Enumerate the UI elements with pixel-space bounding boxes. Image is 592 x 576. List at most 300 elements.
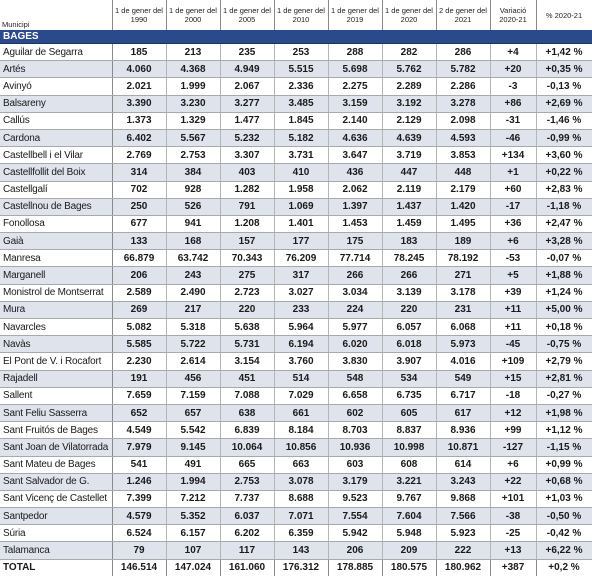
column-header-2019: 1 de gener del 2019 [328, 0, 382, 30]
table-cell: 2.336 [274, 78, 328, 95]
table-cell: -0,07 % [536, 250, 592, 267]
table-cell: 6.157 [166, 525, 220, 542]
table-cell: -1,46 % [536, 112, 592, 129]
table-cell: 3.719 [382, 147, 436, 164]
municipality-name: Avinyó [0, 78, 112, 95]
table-cell: 133 [112, 233, 166, 250]
total-row [0, 559, 592, 576]
table-cell: 206 [112, 267, 166, 284]
table-cell: 5.318 [166, 319, 220, 336]
table-cell: 2.098 [436, 112, 490, 129]
table-cell: 1.999 [166, 78, 220, 95]
municipality-name: Talamanca [0, 542, 112, 559]
table-cell: 191 [112, 370, 166, 387]
table-cell: 2.490 [166, 284, 220, 301]
table-cell: 271 [436, 267, 490, 284]
table-cell: +1,98 % [536, 404, 592, 421]
table-cell: -0,50 % [536, 508, 592, 525]
table-cell: 3.192 [382, 95, 436, 112]
table-cell: 4.579 [112, 508, 166, 525]
table-cell: 2.289 [382, 78, 436, 95]
table-cell: 663 [274, 456, 328, 473]
table-cell: -1,15 % [536, 439, 592, 456]
municipality-name: Navàs [0, 336, 112, 353]
table-cell: +2,81 % [536, 370, 592, 387]
table-cell: 7.212 [166, 490, 220, 507]
table-row [0, 284, 592, 301]
table-cell: 7.159 [166, 387, 220, 404]
table-cell: 1.845 [274, 112, 328, 129]
table-cell: 7.071 [274, 508, 328, 525]
table-cell: 7.604 [382, 508, 436, 525]
table-cell: 4.636 [328, 129, 382, 146]
municipality-name: Marganell [0, 267, 112, 284]
municipality-name: Fonollosa [0, 215, 112, 232]
table-cell: -1,18 % [536, 198, 592, 215]
table-cell: 209 [382, 542, 436, 559]
table-cell: +12 [490, 404, 536, 421]
table-cell: 2.723 [220, 284, 274, 301]
table-cell: -18 [490, 387, 536, 404]
table-cell: 76.209 [274, 250, 328, 267]
table-row [0, 542, 592, 559]
table-cell: -38 [490, 508, 536, 525]
table-cell: 8.837 [382, 422, 436, 439]
table-cell: 3.830 [328, 353, 382, 370]
table-cell: -3 [490, 78, 536, 95]
table-cell: 2.275 [328, 78, 382, 95]
table-cell: +1,42 % [536, 44, 592, 61]
table-cell: 168 [166, 233, 220, 250]
section-row [0, 30, 592, 44]
table-cell: 189 [436, 233, 490, 250]
table-cell: +2,47 % [536, 215, 592, 232]
table-cell: 288 [328, 44, 382, 61]
table-cell: 4.593 [436, 129, 490, 146]
table-cell: 5.722 [166, 336, 220, 353]
table-cell: 5.182 [274, 129, 328, 146]
table-cell: 2.021 [112, 78, 166, 95]
table-cell: 231 [436, 301, 490, 318]
municipality-name: Sant Salvador de G. [0, 473, 112, 490]
total-cell: 178.885 [328, 559, 382, 576]
table-header-row [0, 0, 592, 30]
table-cell: 3.485 [274, 95, 328, 112]
table-row [0, 370, 592, 387]
table-cell: 2.753 [166, 147, 220, 164]
table-cell: 4.368 [166, 61, 220, 78]
table-cell: 1.401 [274, 215, 328, 232]
table-cell: +11 [490, 319, 536, 336]
municipality-name: Artés [0, 61, 112, 78]
table-cell: 5.973 [436, 336, 490, 353]
table-cell: +13 [490, 542, 536, 559]
table-cell: 5.585 [112, 336, 166, 353]
table-cell: 243 [166, 267, 220, 284]
table-cell: 206 [328, 542, 382, 559]
municipality-name: Castellnou de Bages [0, 198, 112, 215]
table-cell: 928 [166, 181, 220, 198]
table-cell: -0,99 % [536, 129, 592, 146]
table-cell: 2.286 [436, 78, 490, 95]
table-cell: 603 [328, 456, 382, 473]
table-row [0, 233, 592, 250]
table-cell: +6,22 % [536, 542, 592, 559]
table-cell: 157 [220, 233, 274, 250]
table-cell: 6.658 [328, 387, 382, 404]
table-cell: 436 [328, 164, 382, 181]
municipality-name: Sant Feliu Sasserra [0, 404, 112, 421]
table-cell: 3.078 [274, 473, 328, 490]
municipality-name: Sallent [0, 387, 112, 404]
table-row [0, 215, 592, 232]
table-cell: 3.139 [382, 284, 436, 301]
table-cell: 220 [220, 301, 274, 318]
table-cell: 10.064 [220, 439, 274, 456]
table-cell: 6.068 [436, 319, 490, 336]
table-cell: 6.735 [382, 387, 436, 404]
municipality-name: Monistrol de Montserrat [0, 284, 112, 301]
table-cell: 3.853 [436, 147, 490, 164]
municipality-name: Súria [0, 525, 112, 542]
table-cell: 5.923 [436, 525, 490, 542]
table-cell: 5.698 [328, 61, 382, 78]
table-cell: 3.243 [436, 473, 490, 490]
table-cell: 266 [328, 267, 382, 284]
municipality-name: Santpedor [0, 508, 112, 525]
table-cell: 2.119 [382, 181, 436, 198]
table-cell: 8.703 [328, 422, 382, 439]
table-cell: 1.208 [220, 215, 274, 232]
municipality-name: Balsareny [0, 95, 112, 112]
table-row [0, 129, 592, 146]
table-row [0, 61, 592, 78]
table-cell: 384 [166, 164, 220, 181]
table-row [0, 456, 592, 473]
table-cell: 224 [328, 301, 382, 318]
column-header-municipality: Municipi [0, 0, 112, 30]
table-cell: 143 [274, 542, 328, 559]
table-cell: 2.067 [220, 78, 274, 95]
table-cell: 269 [112, 301, 166, 318]
municipality-name: Sant Mateu de Bages [0, 456, 112, 473]
column-header-2000: 1 de gener del 2000 [166, 0, 220, 30]
table-cell: +39 [490, 284, 536, 301]
table-cell: 1.397 [328, 198, 382, 215]
table-row [0, 181, 592, 198]
table-row [0, 353, 592, 370]
table-cell: 514 [274, 370, 328, 387]
table-cell: +3,60 % [536, 147, 592, 164]
table-cell: 6.839 [220, 422, 274, 439]
table-row [0, 422, 592, 439]
table-row [0, 490, 592, 507]
table-cell: 3.230 [166, 95, 220, 112]
total-cell: 146.514 [112, 559, 166, 576]
table-cell: 665 [220, 456, 274, 473]
table-cell: 217 [166, 301, 220, 318]
table-cell: 253 [274, 44, 328, 61]
table-cell: 9.868 [436, 490, 490, 507]
table-cell: 250 [112, 198, 166, 215]
table-cell: 3.307 [220, 147, 274, 164]
table-cell: 5.977 [328, 319, 382, 336]
table-cell: 541 [112, 456, 166, 473]
column-header-1990: 1 de gener del 1990 [112, 0, 166, 30]
table-cell: 1.246 [112, 473, 166, 490]
table-cell: 5.964 [274, 319, 328, 336]
table-cell: 2.589 [112, 284, 166, 301]
table-row [0, 439, 592, 456]
table-cell: 314 [112, 164, 166, 181]
table-cell: +101 [490, 490, 536, 507]
total-cell: 147.024 [166, 559, 220, 576]
table-cell: 5.782 [436, 61, 490, 78]
table-cell: 491 [166, 456, 220, 473]
table-cell: 1.373 [112, 112, 166, 129]
table-cell: 222 [436, 542, 490, 559]
table-cell: 534 [382, 370, 436, 387]
table-cell: 657 [166, 404, 220, 421]
table-cell: 5.567 [166, 129, 220, 146]
table-cell: 8.936 [436, 422, 490, 439]
table-cell: 235 [220, 44, 274, 61]
table-cell: 282 [382, 44, 436, 61]
table-cell: 602 [328, 404, 382, 421]
table-cell: 10.871 [436, 439, 490, 456]
table-cell: 177 [274, 233, 328, 250]
table-cell: 5.232 [220, 129, 274, 146]
municipality-name: Rajadell [0, 370, 112, 387]
table-cell: -46 [490, 129, 536, 146]
table-cell: 5.731 [220, 336, 274, 353]
table-cell: +6 [490, 456, 536, 473]
table-cell: 617 [436, 404, 490, 421]
table-row [0, 44, 592, 61]
table-cell: 526 [166, 198, 220, 215]
table-cell: 10.856 [274, 439, 328, 456]
table-cell: 941 [166, 215, 220, 232]
table-cell: -17 [490, 198, 536, 215]
table-cell: 4.016 [436, 353, 490, 370]
table-cell: 702 [112, 181, 166, 198]
table-cell: 3.907 [382, 353, 436, 370]
table-cell: 9.145 [166, 439, 220, 456]
table-row [0, 164, 592, 181]
table-cell: +20 [490, 61, 536, 78]
table-cell: +4 [490, 44, 536, 61]
table-cell: +99 [490, 422, 536, 439]
table-cell: +5 [490, 267, 536, 284]
table-cell: 9.767 [382, 490, 436, 507]
table-cell: +2,69 % [536, 95, 592, 112]
table-cell: 5.352 [166, 508, 220, 525]
table-cell: +86 [490, 95, 536, 112]
column-header-2020: 1 de gener del 2020 [382, 0, 436, 30]
table-cell: 220 [382, 301, 436, 318]
table-cell: 66.879 [112, 250, 166, 267]
table-cell: +6 [490, 233, 536, 250]
table-cell: 79 [112, 542, 166, 559]
table-cell: +1,24 % [536, 284, 592, 301]
column-header-2005: 1 de gener del 2005 [220, 0, 274, 30]
table-cell: 3.731 [274, 147, 328, 164]
table-cell: 10.998 [382, 439, 436, 456]
table-cell: 77.714 [328, 250, 382, 267]
table-cell: +0,99 % [536, 456, 592, 473]
table-cell: 213 [166, 44, 220, 61]
table-cell: +1 [490, 164, 536, 181]
municipality-name: Sant Fruitós de Bages [0, 422, 112, 439]
table-cell: 5.638 [220, 319, 274, 336]
table-cell: 6.057 [382, 319, 436, 336]
table-cell: 3.027 [274, 284, 328, 301]
table-cell: 4.639 [382, 129, 436, 146]
table-cell: 456 [166, 370, 220, 387]
table-row [0, 250, 592, 267]
table-row [0, 78, 592, 95]
table-cell: 5.082 [112, 319, 166, 336]
table-cell: 1.420 [436, 198, 490, 215]
table-cell: 7.029 [274, 387, 328, 404]
table-row [0, 387, 592, 404]
table-cell: 4.949 [220, 61, 274, 78]
table-cell: 5.542 [166, 422, 220, 439]
table-cell: +15 [490, 370, 536, 387]
total-cell: 180.575 [382, 559, 436, 576]
table-cell: 638 [220, 404, 274, 421]
table-cell: +109 [490, 353, 536, 370]
table-row [0, 473, 592, 490]
table-cell: 614 [436, 456, 490, 473]
table-cell: 3.154 [220, 353, 274, 370]
municipality-name: Castellgalí [0, 181, 112, 198]
municipality-name: Manresa [0, 250, 112, 267]
table-cell: -53 [490, 250, 536, 267]
table-cell: 3.178 [436, 284, 490, 301]
table-cell: 1.453 [328, 215, 382, 232]
total-cell: 176.312 [274, 559, 328, 576]
table-cell: +60 [490, 181, 536, 198]
table-cell: 7.399 [112, 490, 166, 507]
column-header-percent: % 2020-21 [536, 0, 592, 30]
table-cell: 6.020 [328, 336, 382, 353]
table-cell: -45 [490, 336, 536, 353]
table-cell: +2,83 % [536, 181, 592, 198]
table-row [0, 319, 592, 336]
municipality-name: Mura [0, 301, 112, 318]
table-cell: 8.184 [274, 422, 328, 439]
table-cell: 2.179 [436, 181, 490, 198]
table-cell: 2.753 [220, 473, 274, 490]
table-row [0, 301, 592, 318]
table-cell: +0,22 % [536, 164, 592, 181]
table-cell: -31 [490, 112, 536, 129]
table-cell: 652 [112, 404, 166, 421]
table-cell: 78.245 [382, 250, 436, 267]
municipality-name: Aguilar de Segarra [0, 44, 112, 61]
table-cell: 6.202 [220, 525, 274, 542]
table-cell: 2.230 [112, 353, 166, 370]
table-cell: 1.329 [166, 112, 220, 129]
table-cell: +0,35 % [536, 61, 592, 78]
municipality-name: Navarcles [0, 319, 112, 336]
section-title: BAGES [0, 30, 592, 44]
table-cell: -0,75 % [536, 336, 592, 353]
table-cell: 7.659 [112, 387, 166, 404]
table-row [0, 198, 592, 215]
table-cell: 8.688 [274, 490, 328, 507]
table-cell: 548 [328, 370, 382, 387]
table-cell: +36 [490, 215, 536, 232]
table-cell: 549 [436, 370, 490, 387]
table-cell: +3,28 % [536, 233, 592, 250]
table-cell: 410 [274, 164, 328, 181]
table-cell: 7.737 [220, 490, 274, 507]
column-header-2021: 2 de gener del 2021 [436, 0, 490, 30]
table-cell: +0,18 % [536, 319, 592, 336]
table-cell: 6.018 [382, 336, 436, 353]
table-cell: 2.062 [328, 181, 382, 198]
table-row [0, 525, 592, 542]
table-cell: 2.769 [112, 147, 166, 164]
table-cell: 6.194 [274, 336, 328, 353]
table-cell: 7.088 [220, 387, 274, 404]
table-cell: 1.994 [166, 473, 220, 490]
table-row [0, 95, 592, 112]
table-cell: 4.060 [112, 61, 166, 78]
column-header-variation: Variació 2020-21 [490, 0, 536, 30]
table-cell: 6.717 [436, 387, 490, 404]
table-cell: 2.129 [382, 112, 436, 129]
table-row [0, 267, 592, 284]
table-cell: 266 [382, 267, 436, 284]
municipality-name: Sant Vicenç de Castellet [0, 490, 112, 507]
table-cell: 275 [220, 267, 274, 284]
table-cell: 1.069 [274, 198, 328, 215]
table-cell: +1,12 % [536, 422, 592, 439]
table-cell: 2.140 [328, 112, 382, 129]
total-cell: 161.060 [220, 559, 274, 576]
table-cell: 286 [436, 44, 490, 61]
table-cell: 4.549 [112, 422, 166, 439]
table-cell: 3.278 [436, 95, 490, 112]
total-cell: +0,2 % [536, 559, 592, 576]
total-cell: 180.962 [436, 559, 490, 576]
table-cell: 403 [220, 164, 274, 181]
table-cell: -0,13 % [536, 78, 592, 95]
table-cell: 10.936 [328, 439, 382, 456]
table-cell: 605 [382, 404, 436, 421]
table-cell: 608 [382, 456, 436, 473]
table-cell: 791 [220, 198, 274, 215]
table-cell: +11 [490, 301, 536, 318]
table-cell: 1.437 [382, 198, 436, 215]
table-cell: 5.515 [274, 61, 328, 78]
table-row [0, 404, 592, 421]
table-cell: 3.647 [328, 147, 382, 164]
column-header-2010: 1 de gener del 2010 [274, 0, 328, 30]
total-cell: +387 [490, 559, 536, 576]
table-cell: 448 [436, 164, 490, 181]
municipality-name: Castellfollit del Boix [0, 164, 112, 181]
municipality-name: Gaià [0, 233, 112, 250]
table-cell: 175 [328, 233, 382, 250]
table-cell: 63.742 [166, 250, 220, 267]
municipality-name: Callús [0, 112, 112, 129]
table-cell: -0,27 % [536, 387, 592, 404]
table-cell: 677 [112, 215, 166, 232]
